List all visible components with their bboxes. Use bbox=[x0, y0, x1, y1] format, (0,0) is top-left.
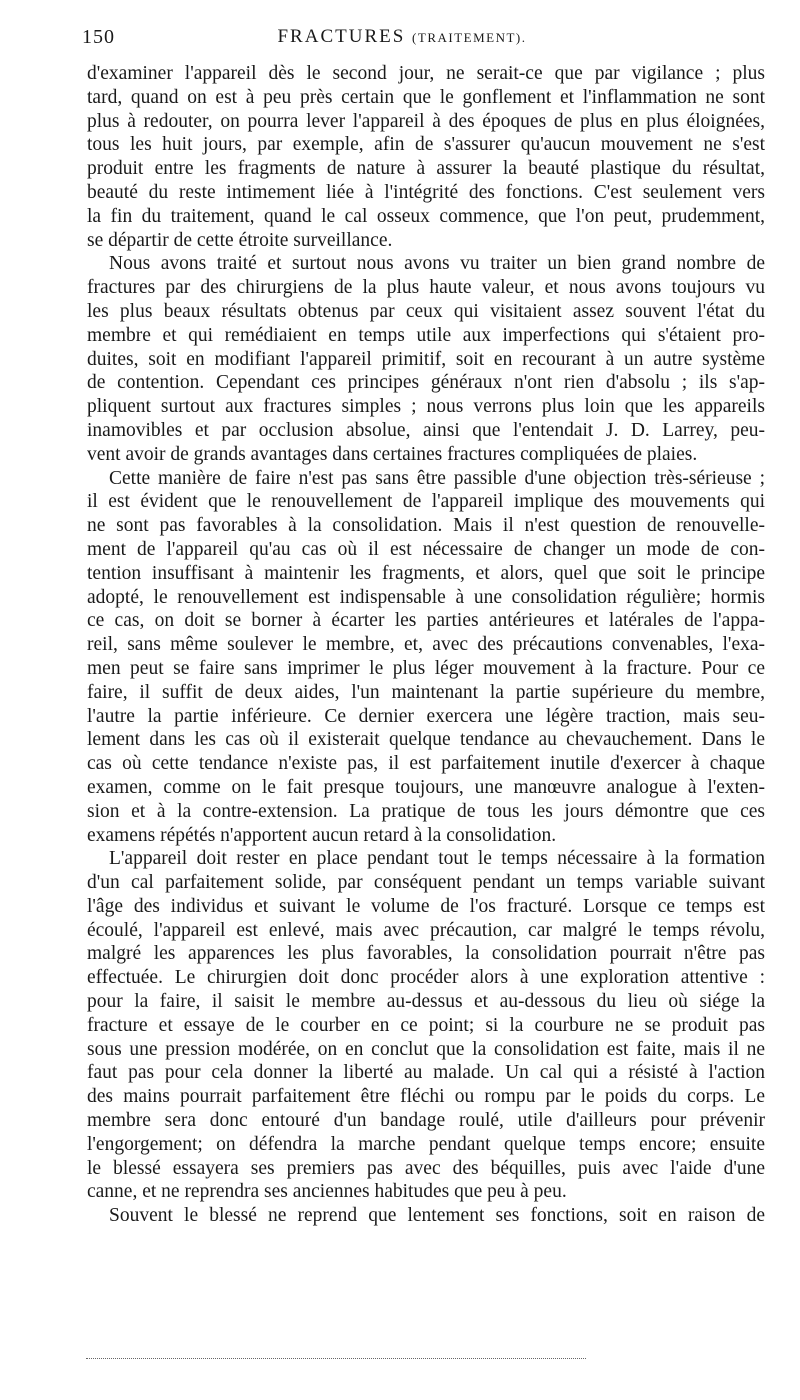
text-line: effectuée. Le chirurgien doit donc procéder alors à une exploration attentive : bbox=[87, 967, 765, 989]
running-head bbox=[82, 22, 722, 50]
text-line: il est évident que le renouvellement de l'appareil implique des mouvements qui bbox=[87, 491, 765, 513]
text-line: écoulé, l'appareil est enlevé, mais avec précaution, car malgré le temps révolu, bbox=[87, 919, 765, 941]
text-line: reil, sans même soulever le membre, et, avec des précautions convenables, l'exa- bbox=[87, 634, 765, 656]
text-line: faut pas pour cela donner la liberté au malade. Un cal qui a résisté à l'action bbox=[87, 1062, 765, 1084]
text-line: produit entre les fragments de nature à assurer la beauté plastique du résultat, bbox=[87, 158, 765, 180]
text-line: fracture et essaye de le courber en ce point; si la courbure ne se produit pas bbox=[87, 1014, 765, 1036]
text-line: d'un cal parfaitement solide, par conséquent pendant un temps variable suivant bbox=[87, 872, 765, 894]
body-text bbox=[87, 62, 765, 1228]
text-line: ne sont pas favorables à la consolidation. Mais il n'est question de renouvelle- bbox=[87, 515, 765, 537]
text-line: des mains pourrait parfaitement être fléchi ou rompu par le poids du corps. Le bbox=[87, 1086, 765, 1108]
running-title-main: FRACTURES bbox=[277, 26, 406, 47]
text-line: ment de l'appareil qu'au cas où il est nécessaire de changer un mode de con- bbox=[87, 538, 765, 560]
text-line: tous les huit jours, par exemple, afin de s'assurer qu'aucun mouvement ne s'est bbox=[87, 134, 765, 156]
text-line: Cette manière de faire n'est pas sans être passible d'une objection très-sérieuse ; bbox=[109, 467, 765, 489]
footer-dotted-rule bbox=[86, 1358, 586, 1361]
text-line: le blessé essayera ses premiers pas avec des béquilles, puis avec l'aide d'une bbox=[87, 1157, 765, 1179]
text-line: l'âge des individus et suivant le volume de l'os fracturé. Lorsque ce temps est bbox=[87, 895, 765, 917]
text-line: canne, et ne reprendra ses anciennes habitudes que peu à peu. bbox=[87, 1181, 567, 1203]
text-line: adopté, le renouvellement est indispensable à une consolidation régulière; hormis bbox=[87, 586, 765, 608]
running-title bbox=[82, 26, 722, 48]
text-line: d'examiner l'appareil dès le second jour, ne serait-ce que par vigilance ; plus bbox=[87, 63, 765, 84]
text-line: de contention. Cependant ces principes généraux n'ont rien d'absolu ; ils s'ap- bbox=[87, 372, 765, 394]
text-line: inamovibles et par occlusion absolue, ainsi que l'entendait J. D. Larrey, peu- bbox=[87, 419, 765, 441]
text-line: les plus beaux résultats obtenus par ceux qui visitaient assez souvent l'état du bbox=[87, 300, 765, 322]
text-line: pliquent surtout aux fractures simples ; nous verrons plus loin que les appareils bbox=[87, 396, 765, 418]
text-line: examen, comme on le fait presque toujours, une manœuvre analogue à l'exten- bbox=[87, 776, 765, 798]
text-line: sous une pression modérée, on en conclut que la consolidation est faite, mais il ne bbox=[87, 1038, 765, 1060]
text-line: membre sera donc entouré d'un bandage roulé, utile d'ailleurs pour prévenir bbox=[87, 1110, 765, 1132]
text-line: plus à redouter, on pourra lever l'appareil à des époques de plus en plus éloignées, bbox=[87, 110, 765, 132]
text-line: L'appareil doit rester en place pendant tout le temps nécessaire à la formation bbox=[109, 848, 765, 870]
text-line: se départir de cette étroite surveillance. bbox=[87, 229, 393, 251]
text-line: lement dans les cas où il existerait quelque tendance au chevauchement. Dans le bbox=[87, 729, 765, 751]
text-line: examens répétés n'apportent aucun retard à la consolidation. bbox=[87, 824, 557, 846]
text-line: sion et à la contre-extension. La pratique de tous les jours démontre que ces bbox=[87, 800, 765, 822]
text-line: membre et qui remédiaient en temps utile aux imperfections qui s'étaient pro- bbox=[87, 324, 765, 346]
text-line: beauté du reste intimement liée à l'intégrité des fonctions. C'est seulement vers bbox=[87, 181, 765, 203]
text-line: cas où cette tendance n'existe pas, il est parfaitement inutile d'exercer à chaque bbox=[87, 753, 765, 775]
text-line: Nous avons traité et surtout nous avons vu traiter un bien grand nombre de bbox=[109, 253, 765, 275]
text-line: vent avoir de grands avantages dans certaines fractures compliquées de plaies. bbox=[87, 443, 698, 465]
text-line: Souvent le blessé ne reprend que lentement ses fonctions, soit en raison de bbox=[109, 1205, 765, 1227]
text-line: malgré les apparences les plus favorables, la consolidation pourrait n'être pas bbox=[87, 943, 765, 965]
running-title-subtitle: (TRAITEMENT). bbox=[412, 30, 527, 45]
text-line: tard, quand on est à peu près certain que le gonflement et l'inflammation ne sont bbox=[87, 86, 765, 108]
text-line: faire, il suffit de deux aides, l'un maintenant la partie supérieure du membre, bbox=[87, 681, 765, 703]
text-line: fractures par des chirurgiens de la plus haute valeur, et nous avons toujours vu bbox=[87, 277, 765, 299]
text-line: tention insuffisant à maintenir les fragments, et alors, quel que soit le principe bbox=[87, 562, 765, 584]
text-line: duites, soit en modifiant l'appareil primitif, soit en recourant à un autre système bbox=[87, 348, 765, 370]
text-line: pour la faire, il saisit le membre au-dessus et au-dessous du lieu où siége la bbox=[87, 991, 765, 1013]
text-line: men peut se faire sans imprimer le plus léger mouvement à la fracture. Pour ce bbox=[87, 657, 765, 679]
text-line: l'engorgement; on défendra la marche pendant quelque temps encore; ensuite bbox=[87, 1133, 765, 1155]
text-line: ce cas, on doit se borner à écarter les parties antérieures et latérales de l'appa- bbox=[87, 610, 765, 632]
text-line: la fin du traitement, quand le cal osseux commence, que l'on peut, prudemment, bbox=[87, 205, 765, 227]
text-line: l'autre la partie inférieure. Ce dernier exercera une légère traction, mais seu- bbox=[87, 705, 765, 727]
page-number: 150 bbox=[82, 26, 115, 48]
